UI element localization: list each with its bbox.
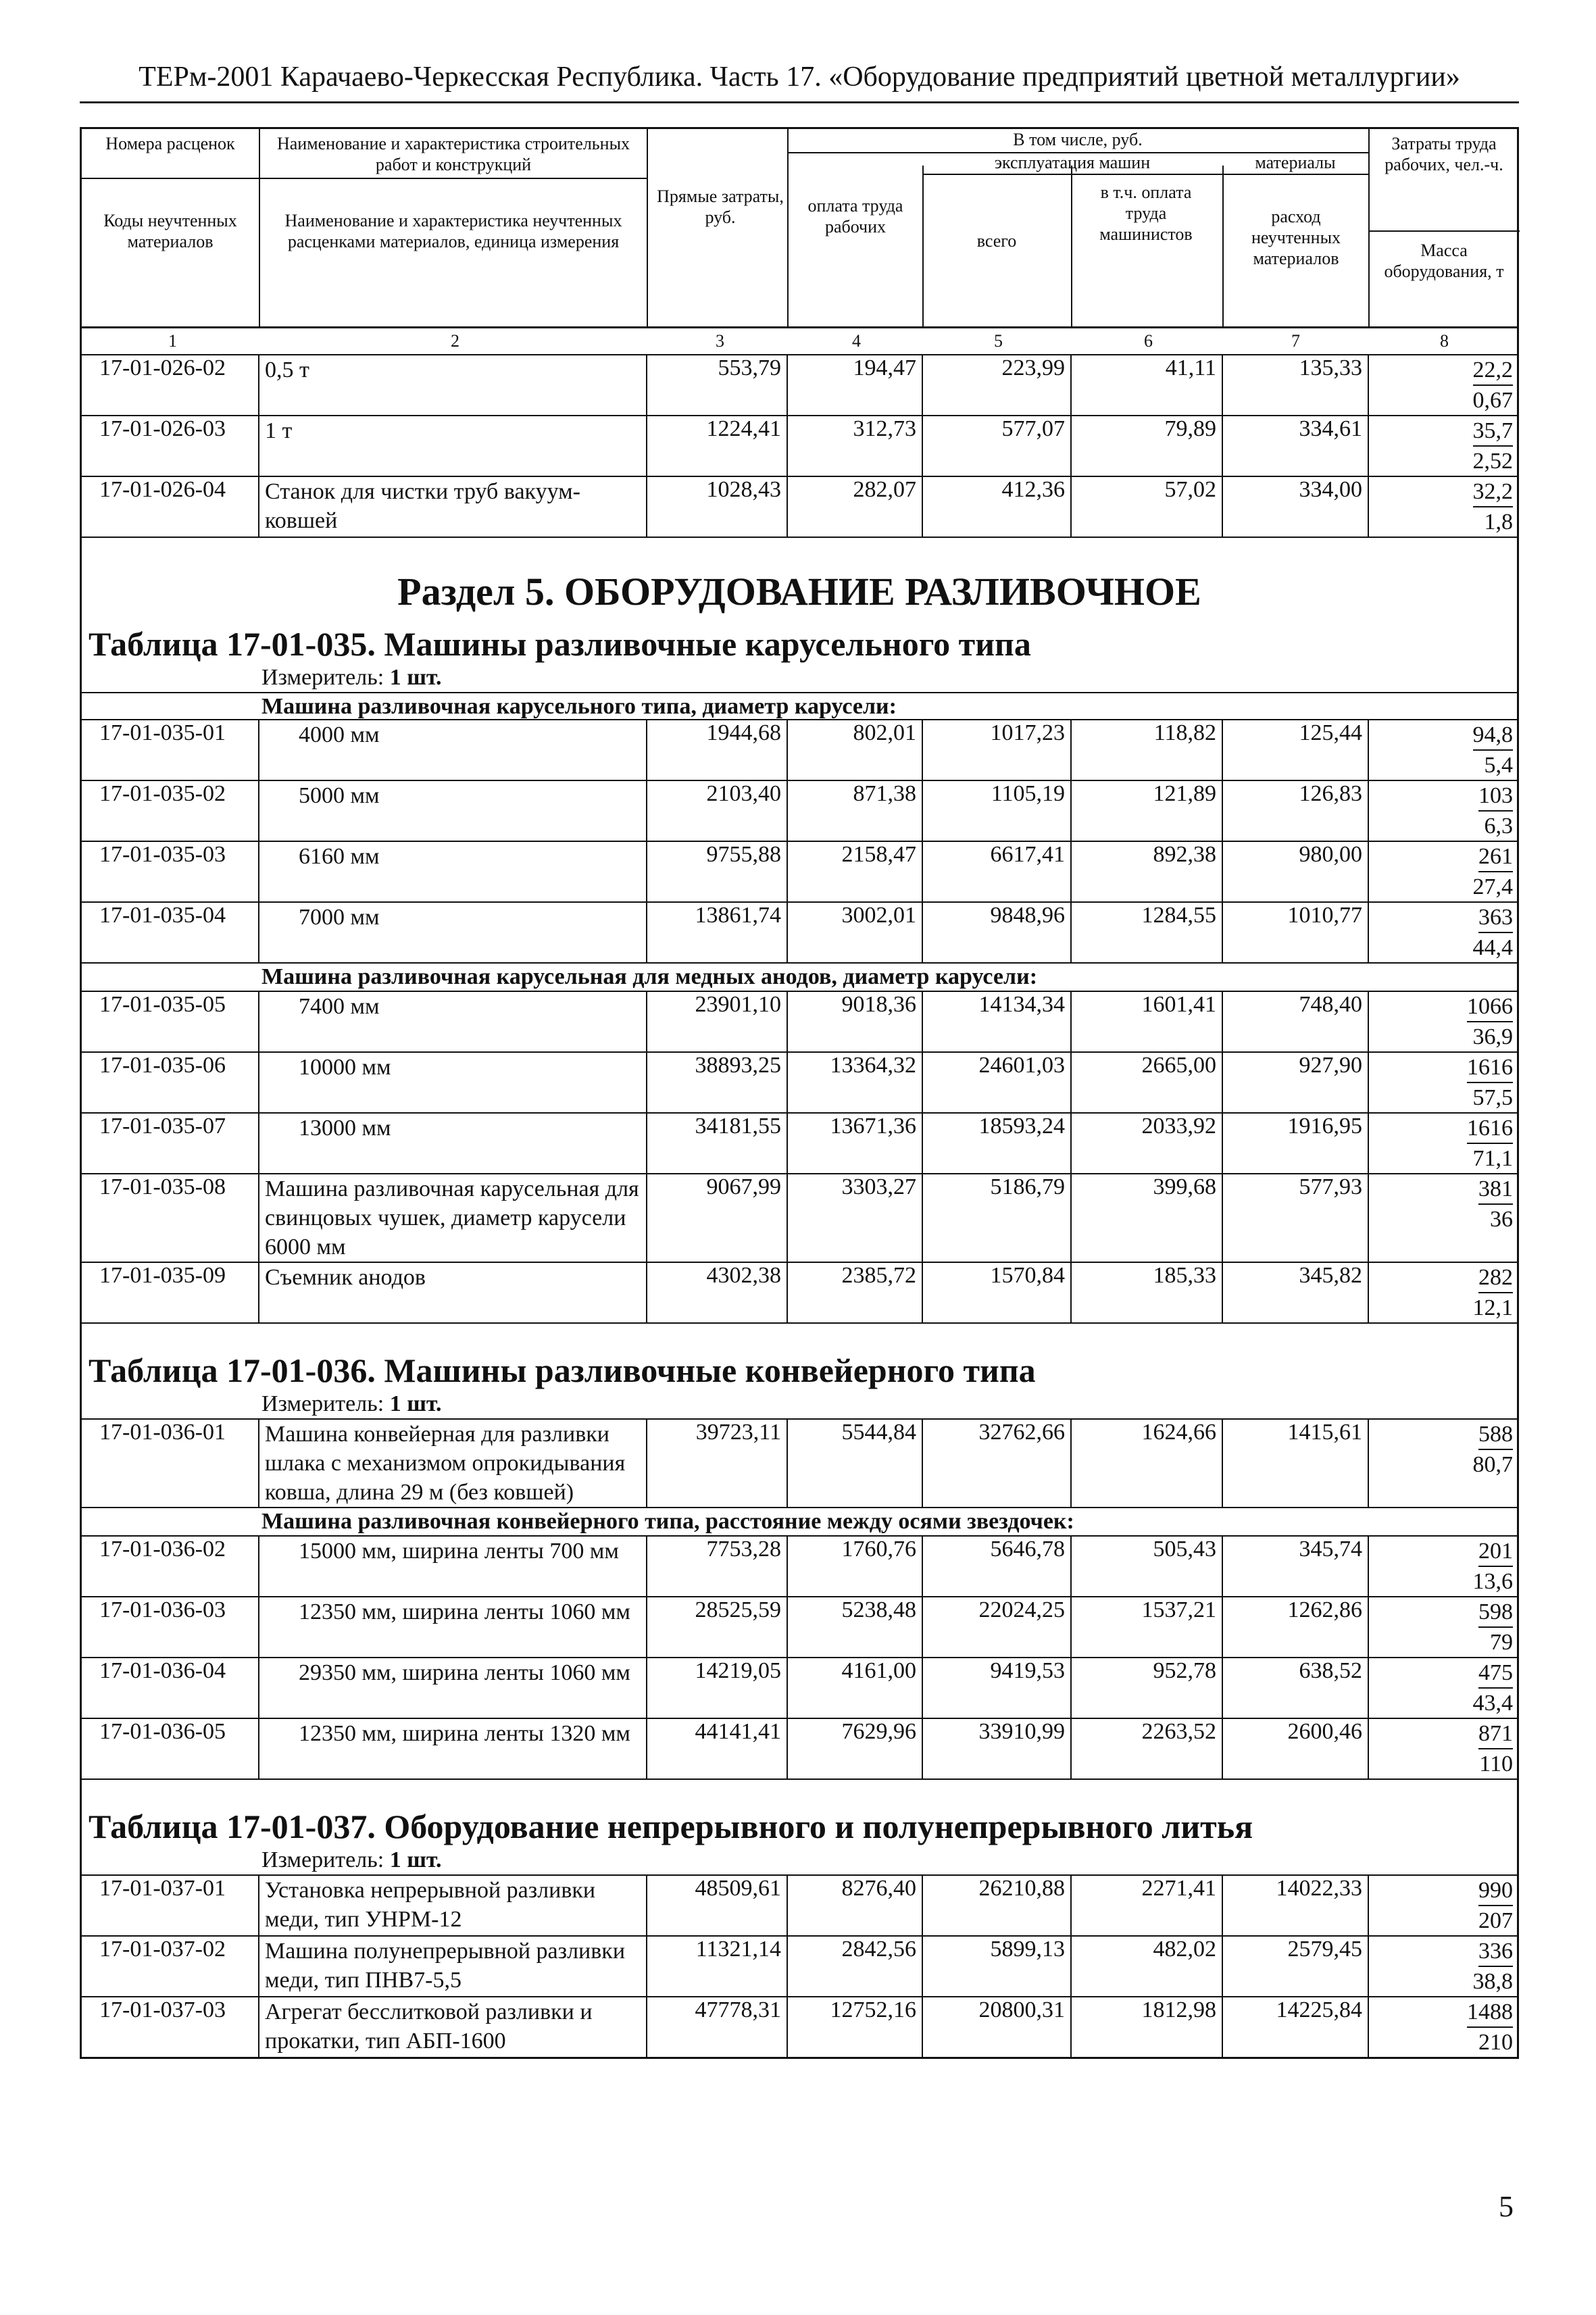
direct-cost: 9755,88 (647, 841, 787, 902)
mass-value: 71,1 (1472, 1146, 1513, 1171)
table-row (82, 1419, 1517, 1508)
labor-cost-value: 990 (1478, 1876, 1513, 1906)
labor-pay: 282,07 (787, 476, 922, 537)
machine-cost: 18593,24 (922, 1113, 1071, 1174)
machinist-pay: 2263,52 (1071, 1718, 1222, 1779)
labor-and-mass (1368, 1262, 1517, 1323)
labor-cost-value: 35,7 (1473, 416, 1514, 447)
col-name-bottom: Наименование и характеристика неучтенных расценками материалов, единица измерения (284, 211, 622, 251)
item-name: Машина разливочная карусельная для свинцовых чушек, диаметр карусели 6000 мм (259, 1174, 647, 1262)
labor-cost-value: 22,2 (1473, 355, 1514, 386)
machine-cost: 412,36 (922, 476, 1071, 537)
table-row (82, 1658, 1517, 1718)
rate-code: 17-01-035-06 (82, 1052, 259, 1113)
table-037-rows (82, 1875, 1517, 2058)
labor-cost-value: 381 (1478, 1174, 1513, 1205)
machinist-pay: 2665,00 (1071, 1052, 1222, 1113)
section-title: Раздел 5. ОБОРУДОВАНИЕ РАЗЛИВОЧНОЕ (397, 570, 1201, 614)
item-name: 29350 мм, ширина ленты 1060 мм (259, 1658, 647, 1718)
labor-cost-value: 1616 (1467, 1114, 1513, 1144)
table-row (82, 1936, 1517, 1997)
table-row (82, 1052, 1517, 1113)
mass-value: 210 (1478, 2030, 1513, 2055)
machine-cost: 14134,34 (922, 992, 1071, 1052)
item-name: Агрегат бесслитковой разливки и прокатки, тип АБП-1600 (259, 1997, 647, 2058)
machine-cost: 24601,03 (922, 1052, 1071, 1113)
machine-cost: 20800,31 (922, 1997, 1071, 2058)
direct-cost: 28525,59 (647, 1597, 787, 1658)
table-row (82, 416, 1517, 476)
col-divider (787, 129, 789, 326)
labor-and-mass (1368, 1537, 1517, 1597)
measure-label: Измеритель: (261, 1391, 384, 1416)
labor-cost-value: 336 (1478, 1937, 1513, 1967)
materials-cost: 2579,45 (1222, 1936, 1368, 1997)
item-name: 0,5 т (259, 355, 647, 416)
row-divider (1368, 230, 1520, 232)
col-mass: Масса оборудования, т (1384, 241, 1504, 281)
table-row (82, 1875, 1517, 1936)
machinist-pay: 892,38 (1071, 841, 1222, 902)
rate-code: 17-01-035-04 (82, 902, 259, 963)
labor-pay: 194,47 (787, 355, 922, 416)
machinist-pay: 482,02 (1071, 1936, 1222, 1997)
col-number: 4 (852, 331, 861, 351)
labor-pay: 2842,56 (787, 1936, 922, 1997)
labor-and-mass (1368, 902, 1517, 963)
measure-037 (82, 1846, 1517, 1874)
materials-cost: 1916,95 (1222, 1113, 1368, 1174)
group-heading: Машина разливочная конвейерного типа, расстояние между осями звездочек: (82, 1508, 1517, 1537)
measure-035 (82, 664, 1517, 692)
item-name: Станок для чистки труб вакуум-ковшей (259, 476, 647, 537)
materials-cost: 1010,77 (1222, 902, 1368, 963)
machinist-pay: 1537,21 (1071, 1597, 1222, 1658)
direct-cost: 2103,40 (647, 780, 787, 841)
header-rule (80, 101, 1519, 103)
labor-cost-value: 103 (1478, 781, 1513, 812)
labor-and-mass (1368, 1419, 1517, 1508)
rate-code: 17-01-036-01 (82, 1419, 259, 1508)
labor-pay: 1760,76 (787, 1537, 922, 1597)
labor-cost-value: 1066 (1467, 992, 1513, 1022)
mass-value: 12,1 (1472, 1295, 1513, 1320)
labor-and-mass (1368, 1113, 1517, 1174)
labor-and-mass (1368, 1875, 1517, 1936)
machine-cost: 1017,23 (922, 720, 1071, 780)
direct-cost: 39723,11 (647, 1419, 787, 1508)
table-row (82, 1113, 1517, 1174)
machine-cost: 5899,13 (922, 1936, 1071, 1997)
measure-value: 1 шт. (389, 665, 442, 690)
row-divider (922, 174, 1368, 175)
rate-code: 17-01-035-08 (82, 1174, 259, 1262)
machine-cost: 6617,41 (922, 841, 1071, 902)
materials-cost: 125,44 (1222, 720, 1368, 780)
mass-value: 207 (1478, 1908, 1513, 1933)
item-name: 6160 мм (259, 841, 647, 902)
col-divider (259, 129, 260, 326)
table-035-rows2 (82, 992, 1517, 1323)
machine-cost: 9419,53 (922, 1658, 1071, 1718)
col-number: 3 (716, 331, 724, 351)
item-name: 10000 мм (259, 1052, 647, 1113)
labor-cost-value: 94,8 (1473, 720, 1514, 751)
table-row (82, 1597, 1517, 1658)
table-row (82, 1262, 1517, 1323)
direct-cost: 11321,14 (647, 1936, 787, 1997)
labor-cost-value: 598 (1478, 1597, 1513, 1628)
measure-value: 1 шт. (389, 1391, 442, 1416)
materials-cost: 2600,46 (1222, 1718, 1368, 1779)
rate-code: 17-01-035-05 (82, 992, 259, 1052)
group-heading: Машина разливочная карусельного типа, диаметр карусели: (82, 692, 1517, 720)
table-title-035: Таблица 17-01-035. Машины разливочные карусельного типа (89, 625, 1031, 663)
item-name: 7400 мм (259, 992, 647, 1052)
table-header (82, 129, 1517, 328)
table-036-row0 (82, 1419, 1517, 1508)
mass-value: 2,52 (1472, 449, 1513, 474)
table-row (82, 992, 1517, 1052)
col-divider (1071, 166, 1072, 326)
machinist-pay: 41,11 (1071, 355, 1222, 416)
labor-pay: 871,38 (787, 780, 922, 841)
rate-code: 17-01-036-04 (82, 1658, 259, 1718)
labor-cost-value: 871 (1478, 1719, 1513, 1749)
machinist-pay: 118,82 (1071, 720, 1222, 780)
materials-cost: 334,00 (1222, 476, 1368, 537)
rate-code: 17-01-035-01 (82, 720, 259, 780)
col-materials-use: расход неучтенных материалов (1251, 207, 1341, 268)
measure-036 (82, 1390, 1517, 1418)
labor-and-mass (1368, 476, 1517, 537)
machine-cost: 5646,78 (922, 1537, 1071, 1597)
direct-cost: 1944,68 (647, 720, 787, 780)
labor-pay: 4161,00 (787, 1658, 922, 1718)
direct-cost: 4302,38 (647, 1262, 787, 1323)
direct-cost: 44141,41 (647, 1718, 787, 1779)
estimate-table (80, 127, 1519, 2059)
machine-cost: 26210,88 (922, 1875, 1071, 1936)
mass-value: 13,6 (1472, 1569, 1513, 1594)
table-title-037: Таблица 17-01-037. Оборудование непрерывного и полунепрерывного литья (89, 1808, 1253, 1845)
table-row (82, 1997, 1517, 2058)
col-divider (1222, 166, 1224, 326)
materials-cost: 14022,33 (1222, 1875, 1368, 1936)
materials-cost: 345,74 (1222, 1537, 1368, 1597)
col-number: 8 (1440, 331, 1449, 351)
labor-pay: 7629,96 (787, 1718, 922, 1779)
item-name: Машина полунепрерывной разливки меди, тип ПНВ7-5,5 (259, 1936, 647, 1997)
machine-cost: 33910,99 (922, 1718, 1071, 1779)
labor-pay: 5238,48 (787, 1597, 922, 1658)
machinist-pay: 952,78 (1071, 1658, 1222, 1718)
machinist-pay: 1601,41 (1071, 992, 1222, 1052)
table-row (82, 355, 1517, 416)
labor-pay: 2158,47 (787, 841, 922, 902)
item-name: 12350 мм, ширина ленты 1320 мм (259, 1718, 647, 1779)
labor-pay: 3303,27 (787, 1174, 922, 1262)
labor-and-mass (1368, 1597, 1517, 1658)
labor-cost-value: 201 (1478, 1537, 1513, 1567)
item-name: 5000 мм (259, 780, 647, 841)
machinist-pay: 399,68 (1071, 1174, 1222, 1262)
labor-pay: 13671,36 (787, 1113, 922, 1174)
labor-cost-value: 282 (1478, 1263, 1513, 1293)
table-036-group (82, 1537, 1517, 1780)
spacer (82, 1780, 1517, 1807)
item-name: Съемник анодов (259, 1262, 647, 1323)
labor-pay: 12752,16 (787, 1997, 922, 2058)
direct-cost: 7753,28 (647, 1537, 787, 1597)
measure-label: Измеритель: (261, 1847, 384, 1872)
labor-pay: 802,01 (787, 720, 922, 780)
page-header: ТЕРм-2001 Карачаево-Черкесская Республика. Часть 17. «Оборудование предприятий цветной металлургии» (139, 61, 1460, 93)
mass-value: 80,7 (1472, 1452, 1513, 1477)
rate-code: 17-01-036-02 (82, 1537, 259, 1597)
labor-and-mass (1368, 1174, 1517, 1262)
table-row (82, 476, 1517, 537)
direct-cost: 38893,25 (647, 1052, 787, 1113)
measure-label: Измеритель: (261, 665, 384, 690)
machinist-pay: 505,43 (1071, 1537, 1222, 1597)
direct-cost: 9067,99 (647, 1174, 787, 1262)
row-divider (82, 178, 259, 179)
rate-code: 17-01-037-02 (82, 1936, 259, 1997)
labor-and-mass (1368, 1936, 1517, 1997)
item-name: 15000 мм, ширина ленты 700 мм (259, 1537, 647, 1597)
col-materials: материалы (1255, 153, 1336, 172)
rate-code: 17-01-035-07 (82, 1113, 259, 1174)
col-direct: Прямые затраты, руб. (657, 186, 784, 227)
table-037 (82, 1874, 1517, 2059)
column-numbers (82, 328, 1517, 355)
machinist-pay: 79,89 (1071, 416, 1222, 476)
col-number: 6 (1144, 331, 1153, 351)
machine-cost: 1570,84 (922, 1262, 1071, 1323)
labor-and-mass (1368, 1718, 1517, 1779)
labor-and-mass (1368, 841, 1517, 902)
mass-value: 5,4 (1484, 753, 1513, 778)
measure-value: 1 шт. (389, 1847, 442, 1872)
labor-and-mass (1368, 1997, 1517, 2058)
labor-and-mass (1368, 720, 1517, 780)
rate-code: 17-01-036-03 (82, 1597, 259, 1658)
labor-and-mass (1368, 416, 1517, 476)
direct-cost: 553,79 (647, 355, 787, 416)
item-name: 1 т (259, 416, 647, 476)
labor-pay: 8276,40 (787, 1875, 922, 1936)
mass-value: 1,8 (1484, 509, 1513, 534)
machine-cost: 5186,79 (922, 1174, 1071, 1262)
machinist-pay: 57,02 (1071, 476, 1222, 537)
col-divider (647, 129, 648, 326)
labor-pay: 3002,01 (787, 902, 922, 963)
direct-cost: 13861,74 (647, 902, 787, 963)
rate-code: 17-01-026-03 (82, 416, 259, 476)
col-incl: В том числе, руб. (1013, 130, 1143, 149)
mass-value: 43,4 (1472, 1691, 1513, 1716)
direct-cost: 34181,55 (647, 1113, 787, 1174)
labor-cost-value: 261 (1478, 842, 1513, 872)
col-number: 7 (1291, 331, 1300, 351)
col-labor-pay: оплата труда рабочих (807, 196, 903, 237)
row-divider (259, 178, 647, 179)
col-labor-cost: Затраты труда рабочих, чел.-ч. (1385, 134, 1503, 174)
labor-cost-value: 32,2 (1473, 477, 1514, 507)
col-machines-total: всего (976, 231, 1017, 251)
table-row (82, 1174, 1517, 1262)
labor-cost-value: 588 (1478, 1420, 1513, 1450)
mass-value: 6,3 (1484, 814, 1513, 839)
labor-pay: 2385,72 (787, 1262, 922, 1323)
item-name: 4000 мм (259, 720, 647, 780)
labor-and-mass (1368, 355, 1517, 416)
table-row (82, 780, 1517, 841)
labor-pay: 5544,84 (787, 1419, 922, 1508)
machine-cost: 9848,96 (922, 902, 1071, 963)
labor-and-mass (1368, 992, 1517, 1052)
materials-cost: 135,33 (1222, 355, 1368, 416)
rate-code: 17-01-035-09 (82, 1262, 259, 1323)
materials-cost: 345,82 (1222, 1262, 1368, 1323)
machine-cost: 32762,66 (922, 1419, 1071, 1508)
table-row (82, 1718, 1517, 1779)
direct-cost: 23901,10 (647, 992, 787, 1052)
machine-cost: 1105,19 (922, 780, 1071, 841)
materials-cost: 927,90 (1222, 1052, 1368, 1113)
materials-cost: 577,93 (1222, 1174, 1368, 1262)
direct-cost: 14219,05 (647, 1658, 787, 1718)
mass-value: 0,67 (1472, 388, 1513, 413)
table-row (82, 720, 1517, 780)
table-036-first (82, 1418, 1517, 1508)
rate-code: 17-01-026-04 (82, 476, 259, 537)
group-heading: Машина разливочная карусельная для медных анодов, диаметр карусели: (82, 964, 1517, 992)
materials-cost: 334,61 (1222, 416, 1368, 476)
rate-code: 17-01-037-03 (82, 1997, 259, 2058)
col-number: 2 (451, 331, 459, 351)
materials-cost: 748,40 (1222, 992, 1368, 1052)
machinist-pay: 2271,41 (1071, 1875, 1222, 1936)
machine-cost: 223,99 (922, 355, 1071, 416)
labor-pay: 9018,36 (787, 992, 922, 1052)
direct-cost: 47778,31 (647, 1997, 787, 2058)
machine-cost: 577,07 (922, 416, 1071, 476)
table-row (82, 1537, 1517, 1597)
labor-pay: 13364,32 (787, 1052, 922, 1113)
direct-cost: 1028,43 (647, 476, 787, 537)
col-codes-bottom: Коды неучтенных материалов (103, 211, 237, 251)
labor-cost-value: 475 (1478, 1658, 1513, 1689)
materials-cost: 126,83 (1222, 780, 1368, 841)
top-rows-table (82, 355, 1517, 538)
rate-code: 17-01-036-05 (82, 1718, 259, 1779)
item-name: 7000 мм (259, 902, 647, 963)
col-name-top: Наименование и характеристика строительных работ и конструкций (276, 134, 630, 174)
item-name: 12350 мм, ширина ленты 1060 мм (259, 1597, 647, 1658)
mass-value: 110 (1479, 1751, 1513, 1776)
mass-value: 79 (1490, 1630, 1513, 1655)
rate-code: 17-01-035-03 (82, 841, 259, 902)
materials-cost: 638,52 (1222, 1658, 1368, 1718)
col-machines: эксплуатация машин (994, 153, 1151, 172)
machinist-pay: 1284,55 (1071, 902, 1222, 963)
col-machinist-pay: в т.ч. оплата труда машинистов (1099, 182, 1193, 244)
rate-code: 17-01-026-02 (82, 355, 259, 416)
labor-cost-value: 363 (1478, 903, 1513, 933)
labor-cost-value: 1488 (1467, 1997, 1513, 2028)
machinist-pay: 185,33 (1071, 1262, 1222, 1323)
table-row (82, 902, 1517, 963)
mass-value: 36,9 (1472, 1024, 1513, 1049)
top-rows (82, 355, 1517, 537)
machine-cost: 22024,25 (922, 1597, 1071, 1658)
col-divider (1368, 129, 1370, 326)
mass-value: 44,4 (1472, 935, 1513, 960)
labor-and-mass (1368, 1052, 1517, 1113)
table-036-rows (82, 1537, 1517, 1779)
mass-value: 36 (1490, 1207, 1513, 1232)
labor-and-mass (1368, 780, 1517, 841)
col-number: 1 (168, 331, 177, 351)
col-number: 5 (994, 331, 1003, 351)
labor-pay: 312,73 (787, 416, 922, 476)
item-name: Установка непрерывной разливки меди, тип УНРМ-12 (259, 1875, 647, 1936)
mass-value: 38,8 (1472, 1969, 1513, 1994)
labor-cost-value: 1616 (1467, 1053, 1513, 1083)
materials-cost: 1415,61 (1222, 1419, 1368, 1508)
page-number: 5 (1499, 2190, 1514, 2223)
table-035-group2 (82, 992, 1517, 1324)
rate-code: 17-01-035-02 (82, 780, 259, 841)
col-codes-top: Номера расценок (105, 134, 235, 153)
direct-cost: 1224,41 (647, 416, 787, 476)
materials-cost: 980,00 (1222, 841, 1368, 902)
materials-cost: 1262,86 (1222, 1597, 1368, 1658)
direct-cost: 48509,61 (647, 1875, 787, 1936)
item-name: 13000 мм (259, 1113, 647, 1174)
table-row (82, 841, 1517, 902)
machinist-pay: 1812,98 (1071, 1997, 1222, 2058)
labor-and-mass (1368, 1658, 1517, 1718)
machinist-pay: 2033,92 (1071, 1113, 1222, 1174)
item-name: Машина конвейерная для разливки шлака с механизмом опрокидывания ковша, длина 29 м (без ковшей) (259, 1419, 647, 1508)
table-035-rows1 (82, 720, 1517, 963)
rate-code: 17-01-037-01 (82, 1875, 259, 1936)
table-035-group1 (82, 720, 1517, 964)
machinist-pay: 121,89 (1071, 780, 1222, 841)
mass-value: 57,5 (1472, 1085, 1513, 1110)
machinist-pay: 1624,66 (1071, 1419, 1222, 1508)
spacer (82, 1324, 1517, 1351)
materials-cost: 14225,84 (1222, 1997, 1368, 2058)
table-title-036: Таблица 17-01-036. Машины разливочные конвейерного типа (89, 1351, 1036, 1389)
mass-value: 27,4 (1472, 874, 1513, 899)
